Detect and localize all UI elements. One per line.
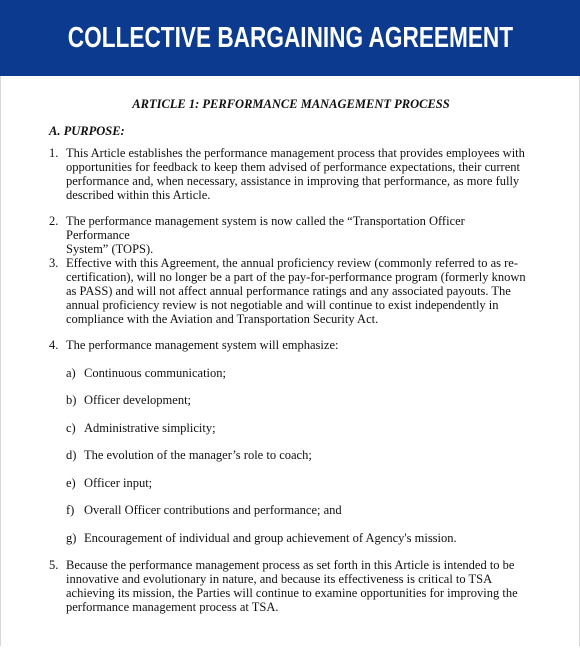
list-letter: d): [66, 448, 77, 462]
paragraph-line: System” (TOPS).: [66, 242, 154, 256]
list-letter: e): [66, 476, 76, 490]
paragraph-line: annual proficiency review is not negotiable and will continue to exist independently in: [66, 298, 499, 312]
section-heading-purpose: A. PURPOSE:: [49, 124, 125, 138]
list-text: Encouragement of individual and group achievement of Agency's mission.: [84, 531, 457, 545]
paragraph-line: described within this Article.: [66, 188, 211, 202]
paragraph-line: as PASS) and will not affect annual performance ratings and any associated payouts. The: [66, 284, 511, 298]
document-page: [0, 76, 580, 646]
paragraph-line: performance management process at TSA.: [66, 600, 279, 614]
list-item-a: [66, 366, 226, 380]
paragraph-line: achieving its mission, the Parties will continue to examine opportunities for improving the: [66, 586, 518, 600]
paragraph-line: performance and, when necessary, assistance in improving that performance, as more fully: [66, 174, 520, 188]
list-text: Continuous communication;: [84, 366, 227, 380]
paragraph-line: compliance with the Aviation and Transportation Security Act.: [66, 312, 379, 326]
paragraph-line: The performance management system will emphasize:: [66, 338, 339, 352]
list-text: The evolution of the manager’s role to coach;: [84, 448, 312, 462]
list-text: Officer input;: [84, 476, 153, 490]
paragraph-line: This Article establishes the performance management process that provides employees with: [66, 146, 525, 160]
article-title: ARTICLE 1: PERFORMANCE MANAGEMENT PROCESS: [132, 97, 450, 111]
document-title: COLLECTIVE BARGAINING AGREEMENT: [67, 21, 513, 54]
paragraph-line: innovative and evolutionary in nature, and because its effectiveness is critical to TSA: [66, 572, 493, 586]
paragraph-number: 4.: [49, 338, 59, 352]
paragraph-line: certification), will no longer be a part of the pay-for-performance program (formerly known: [66, 270, 526, 284]
paragraph-number: 3.: [49, 256, 59, 270]
list-letter: b): [66, 393, 77, 407]
list-text: Overall Officer contributions and performance; and: [84, 503, 342, 517]
list-item-c: [66, 421, 216, 435]
list-item-g: [66, 531, 457, 545]
list-text: Administrative simplicity;: [84, 421, 216, 435]
paragraph-number: 2.: [49, 214, 59, 228]
paragraph-line: opportunities for feedback to keep them advised of performance expectations, their current: [66, 160, 520, 174]
list-text: Officer development;: [84, 393, 192, 407]
paragraph-line: Effective with this Agreement, the annual proficiency review (commonly referred to as re-: [66, 256, 519, 270]
paragraph-number: 5.: [49, 558, 59, 572]
list-item-f: [66, 503, 342, 517]
list-letter: c): [66, 421, 76, 435]
list-item-e: [66, 476, 152, 490]
list-item-d: [66, 448, 312, 462]
list-letter: a): [66, 366, 76, 380]
paragraph-line: The performance management system is now called the “Transportation Officer Performance: [66, 214, 465, 242]
header-banner: [0, 0, 580, 76]
list-letter: f): [66, 503, 75, 517]
paragraph-line: Because the performance management process as set forth in this Article is intended to be: [66, 558, 515, 572]
list-letter: g): [66, 531, 77, 545]
paragraph-number: 1.: [49, 146, 59, 160]
list-item-b: [66, 393, 191, 407]
